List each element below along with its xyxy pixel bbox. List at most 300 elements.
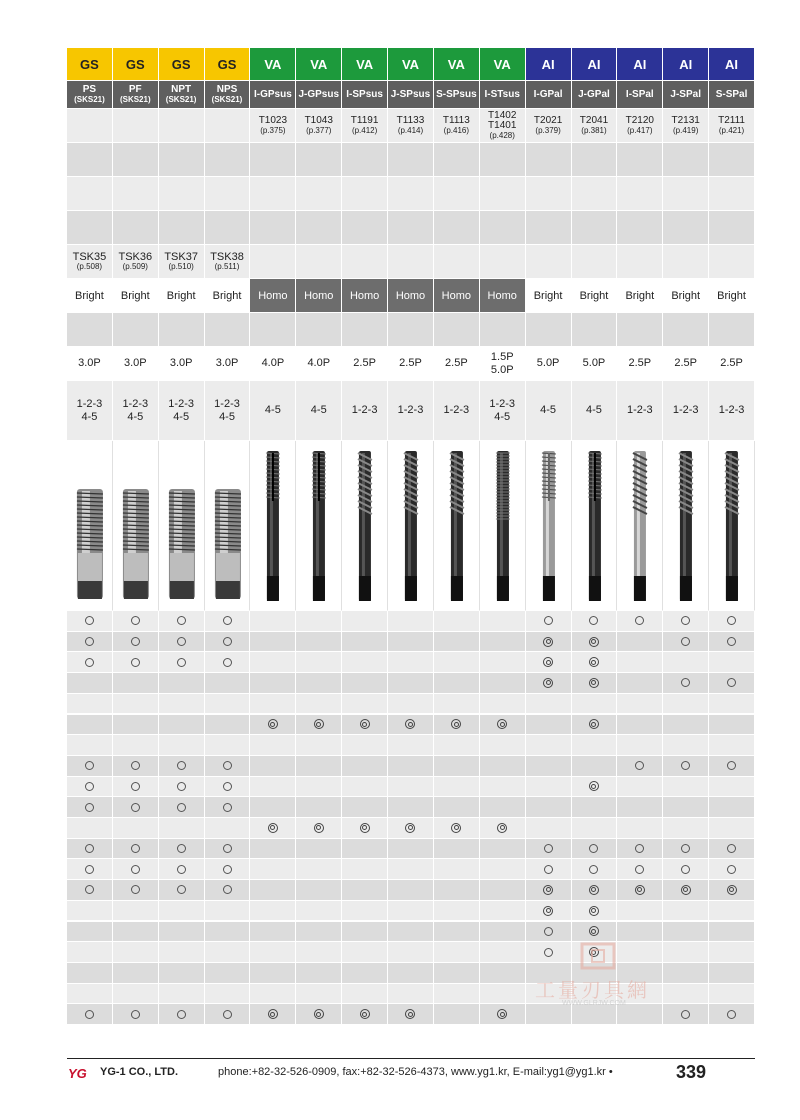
- material-cell: [205, 922, 251, 943]
- group-label: AI: [587, 56, 601, 72]
- tsk-code-cell: [113, 245, 159, 279]
- material-cell: [67, 694, 113, 715]
- material-cell: [388, 632, 434, 653]
- circle-icon: [589, 865, 598, 874]
- material-cell: [388, 777, 434, 798]
- material-cell: [617, 715, 663, 736]
- product-code-cell: [205, 109, 251, 143]
- catalog-page-ref: (p.511): [214, 261, 240, 271]
- double-circle-icon: [589, 781, 599, 791]
- material-cell: [709, 859, 755, 880]
- group-label: GS: [125, 56, 145, 72]
- material-cell: [480, 859, 526, 880]
- material-cell: [526, 632, 572, 653]
- material-cell: [709, 777, 755, 798]
- circle-icon: [177, 637, 186, 646]
- pitch-value: 4.0P: [261, 357, 285, 369]
- group-header-gs: [205, 48, 251, 81]
- pitch-value: 2.5P: [445, 357, 468, 369]
- blank-cell: [572, 177, 618, 211]
- tsk-code: TSK35: [72, 250, 107, 263]
- finish-cell: [526, 279, 572, 313]
- tap-image-cell: [296, 441, 342, 611]
- type-name: J-GPsus: [298, 88, 340, 100]
- circle-icon: [223, 637, 232, 646]
- material-cell: [113, 942, 159, 963]
- blank-cell: [480, 143, 526, 177]
- finish-label: Homo: [441, 289, 472, 302]
- circle-icon: [177, 803, 186, 812]
- material-cell: [113, 859, 159, 880]
- hole-value: 4-5: [173, 410, 190, 423]
- finish-cell: [296, 279, 342, 313]
- circle-icon: [223, 761, 232, 770]
- product-code: T2021: [533, 114, 563, 126]
- material-cell: [113, 963, 159, 984]
- circle-icon: [85, 782, 94, 791]
- material-cell: [434, 777, 480, 798]
- circle-icon: [131, 637, 140, 646]
- material-cell: [67, 797, 113, 818]
- material-cell: [617, 839, 663, 860]
- material-cell: [480, 818, 526, 839]
- tap-image-cell: [572, 441, 618, 611]
- tap-icon: [296, 441, 342, 611]
- tsk-code-cell: [480, 245, 526, 279]
- material-cell: [434, 880, 480, 901]
- type-header: [526, 81, 572, 109]
- circle-icon: [681, 844, 690, 853]
- material-cell: [296, 963, 342, 984]
- material-cell: [526, 652, 572, 673]
- blank-cell: [342, 313, 388, 347]
- material-cell: [388, 839, 434, 860]
- material-cell: [342, 818, 388, 839]
- hole-value: 1-2-3: [626, 404, 653, 416]
- circle-icon: [635, 865, 644, 874]
- catalog-page-ref: (p.412): [351, 125, 378, 135]
- pitch-value: 2.5P: [628, 357, 652, 369]
- material-cell: [342, 777, 388, 798]
- pitch-cell: [205, 347, 251, 381]
- material-cell: [572, 797, 618, 818]
- material-cell: [663, 673, 709, 694]
- material-cell: [159, 694, 205, 715]
- hole-value: 1-2-3: [168, 397, 194, 410]
- material-cell: [342, 922, 388, 943]
- tap-icon: [617, 441, 663, 611]
- material-cell: [250, 859, 296, 880]
- finish-cell: [342, 279, 388, 313]
- hole-cell: [250, 381, 296, 441]
- material-cell: [663, 963, 709, 984]
- material-cell: [159, 652, 205, 673]
- material-cell: [388, 942, 434, 963]
- type-name: NPT: [171, 83, 192, 95]
- double-circle-icon: [314, 1009, 324, 1019]
- blank-cell: [617, 313, 663, 347]
- type-header: [663, 81, 709, 109]
- material-cell: [526, 901, 572, 922]
- material-cell: [434, 652, 480, 673]
- type-name: J-GPal: [578, 88, 610, 100]
- hole-value: 4-5: [540, 404, 557, 416]
- material-cell: [709, 839, 755, 860]
- type-header: [113, 81, 159, 109]
- circle-icon: [681, 865, 690, 874]
- material-cell: [205, 673, 251, 694]
- product-code-cell: [342, 109, 388, 143]
- finish-cell: [709, 279, 755, 313]
- tsk-code: TSK38: [210, 250, 244, 263]
- material-cell: [159, 818, 205, 839]
- material-cell: [205, 756, 251, 777]
- tap-image-cell: [480, 441, 526, 611]
- material-cell: [480, 797, 526, 818]
- material-cell: [526, 735, 572, 756]
- material-cell: [67, 652, 113, 673]
- material-cell: [205, 839, 251, 860]
- material-cell: [250, 922, 296, 943]
- type-name: S-SPal: [715, 88, 748, 100]
- catalog-page-ref: (p.377): [306, 125, 332, 135]
- circle-icon: [85, 803, 94, 812]
- blank-cell: [388, 313, 434, 347]
- material-cell: [388, 901, 434, 922]
- material-cell: [617, 777, 663, 798]
- material-cell: [434, 735, 480, 756]
- material-cell: [480, 652, 526, 673]
- blank-cell: [250, 143, 296, 177]
- circle-icon: [131, 658, 140, 667]
- circle-icon: [681, 637, 690, 646]
- material-cell: [205, 694, 251, 715]
- material-cell: [113, 777, 159, 798]
- blank-cell: [67, 177, 113, 211]
- material-cell: [434, 1004, 480, 1025]
- material-cell: [388, 818, 434, 839]
- finish-label: Bright: [717, 289, 746, 302]
- double-circle-icon: [589, 678, 599, 688]
- hole-cell: [617, 381, 663, 441]
- product-code: T1191: [350, 114, 379, 126]
- circle-icon: [681, 678, 690, 687]
- blank-cell: [388, 211, 434, 245]
- hole-cell: [159, 381, 205, 441]
- material-cell: [296, 611, 342, 632]
- finish-cell: [617, 279, 663, 313]
- double-circle-icon: [405, 1009, 415, 1019]
- pitch-value: 2.5P: [720, 357, 743, 369]
- material-cell: [526, 756, 572, 777]
- material-cell: [342, 984, 388, 1005]
- material-cell: [159, 756, 205, 777]
- finish-label: Homo: [258, 289, 288, 302]
- type-standard: (SKS21): [211, 94, 243, 104]
- type-header: [480, 81, 526, 109]
- material-cell: [342, 673, 388, 694]
- circle-icon: [544, 844, 553, 853]
- catalog-page-ref: (p.508): [76, 261, 103, 271]
- type-name: PS: [82, 83, 97, 95]
- material-cell: [205, 880, 251, 901]
- hole-cell: [388, 381, 434, 441]
- catalog-page-ref: (p.419): [673, 125, 699, 135]
- material-cell: [480, 756, 526, 777]
- material-cell: [663, 880, 709, 901]
- watermark-chinese-text: 工量刃具網: [535, 978, 650, 1002]
- blank-cell: [296, 177, 342, 211]
- material-cell: [250, 818, 296, 839]
- tap-image-cell: [113, 441, 159, 611]
- material-cell: [663, 777, 709, 798]
- blank-cell: [296, 313, 342, 347]
- double-circle-icon: [497, 719, 507, 729]
- material-cell: [159, 611, 205, 632]
- blank-cell: [663, 211, 709, 245]
- company-name: YG-1 CO., LTD.: [100, 1066, 179, 1078]
- finish-label: Bright: [671, 289, 701, 302]
- double-circle-icon: [497, 823, 507, 833]
- blank-cell: [67, 211, 113, 245]
- circle-icon: [544, 616, 553, 625]
- tsk-code-cell: [296, 245, 342, 279]
- group-header-ai: [663, 48, 709, 81]
- type-header: [617, 81, 663, 109]
- material-cell: [572, 756, 618, 777]
- finish-label: Bright: [579, 289, 609, 302]
- material-cell: [709, 611, 755, 632]
- circle-icon: [131, 782, 140, 791]
- material-cell: [434, 694, 480, 715]
- group-header-va: [296, 48, 342, 81]
- product-code-cell: [709, 109, 755, 143]
- material-cell: [113, 880, 159, 901]
- material-cell: [388, 756, 434, 777]
- material-cell: [159, 797, 205, 818]
- tsk-code-cell: [342, 245, 388, 279]
- finish-label: Bright: [166, 289, 196, 302]
- circle-icon: [85, 1010, 94, 1019]
- hole-value: 1-2-3: [718, 404, 745, 416]
- group-label: AI: [541, 56, 555, 72]
- material-cell: [663, 715, 709, 736]
- pitch-cell: [480, 347, 526, 381]
- material-cell: [709, 694, 755, 715]
- material-cell: [617, 756, 663, 777]
- group-header-va: [480, 48, 526, 81]
- material-cell: [663, 859, 709, 880]
- material-cell: [205, 859, 251, 880]
- material-cell: [434, 756, 480, 777]
- material-cell: [572, 694, 618, 715]
- material-cell: [159, 777, 205, 798]
- tap-icon: [342, 441, 388, 611]
- circle-icon: [85, 761, 94, 770]
- circle-icon: [223, 616, 232, 625]
- material-cell: [709, 652, 755, 673]
- group-label: AI: [679, 56, 693, 72]
- blank-cell: [480, 177, 526, 211]
- double-circle-icon: [543, 637, 553, 647]
- circle-icon: [589, 844, 598, 853]
- double-circle-icon: [451, 823, 461, 833]
- material-cell: [250, 839, 296, 860]
- material-cell: [526, 859, 572, 880]
- material-cell: [159, 880, 205, 901]
- type-header: [250, 81, 296, 109]
- type-name: I-SPsus: [346, 88, 383, 100]
- tap-image-cell: [67, 441, 113, 611]
- double-circle-icon: [497, 1009, 507, 1019]
- tsk-code-cell: [159, 245, 205, 279]
- tsk-code: TSK36: [118, 250, 153, 263]
- product-code: T1043: [304, 114, 333, 126]
- blank-cell: [572, 313, 618, 347]
- group-header-gs: [159, 48, 205, 81]
- group-header-gs: [67, 48, 113, 81]
- product-code: T1402: [488, 109, 517, 121]
- circle-icon: [177, 1010, 186, 1019]
- material-cell: [709, 756, 755, 777]
- material-cell: [388, 984, 434, 1005]
- type-name: I-GPsus: [253, 88, 292, 100]
- group-header-ai: [617, 48, 663, 81]
- blank-cell: [113, 313, 159, 347]
- circle-icon: [131, 1010, 140, 1019]
- blank-cell: [388, 177, 434, 211]
- material-cell: [480, 1004, 526, 1025]
- circle-icon: [177, 844, 186, 853]
- type-name: I-GPal: [533, 88, 563, 100]
- material-cell: [250, 942, 296, 963]
- group-label: GS: [171, 56, 191, 72]
- group-header-va: [388, 48, 434, 81]
- footer-rule: [67, 1058, 755, 1059]
- blank-cell: [205, 177, 251, 211]
- material-cell: [342, 901, 388, 922]
- tap-icon: [67, 441, 113, 611]
- material-cell: [480, 777, 526, 798]
- product-code: T2041: [579, 114, 609, 126]
- blank-cell: [159, 143, 205, 177]
- group-label: VA: [493, 56, 511, 72]
- material-cell: [480, 735, 526, 756]
- pitch-cell: [572, 347, 618, 381]
- material-cell: [342, 735, 388, 756]
- material-cell: [617, 735, 663, 756]
- material-cell: [663, 818, 709, 839]
- group-label: VA: [310, 56, 328, 72]
- pitch-cell: [250, 347, 296, 381]
- material-cell: [67, 632, 113, 653]
- tap-image-cell: [617, 441, 663, 611]
- tsk-code-cell: [572, 245, 618, 279]
- page-number: 339: [676, 1062, 707, 1082]
- finish-cell: [67, 279, 113, 313]
- finish-cell: [113, 279, 159, 313]
- finish-label: Bright: [120, 289, 150, 302]
- tap-icon: [250, 441, 296, 611]
- circle-icon: [85, 844, 94, 853]
- hole-value: 1-2-3: [214, 397, 240, 410]
- product-code-cell: [663, 109, 709, 143]
- group-header-ai: [572, 48, 618, 81]
- material-cell: [113, 797, 159, 818]
- blank-cell: [388, 143, 434, 177]
- material-cell: [617, 859, 663, 880]
- material-cell: [617, 818, 663, 839]
- circle-icon: [177, 658, 186, 667]
- double-circle-icon: [268, 823, 278, 833]
- material-cell: [526, 715, 572, 736]
- material-cell: [67, 777, 113, 798]
- material-cell: [113, 694, 159, 715]
- material-cell: [250, 963, 296, 984]
- material-cell: [572, 735, 618, 756]
- material-cell: [296, 859, 342, 880]
- product-code: T1401: [488, 119, 517, 131]
- tap-image-cell: [205, 441, 251, 611]
- material-cell: [296, 715, 342, 736]
- group-label: VA: [447, 56, 465, 72]
- pitch-cell: [296, 347, 342, 381]
- material-cell: [67, 942, 113, 963]
- material-cell: [663, 652, 709, 673]
- blank-cell: [709, 143, 755, 177]
- finish-cell: [434, 279, 480, 313]
- type-header: [205, 81, 251, 109]
- material-cell: [480, 942, 526, 963]
- material-cell: [434, 839, 480, 860]
- tsk-code-cell: [663, 245, 709, 279]
- finish-label: Bright: [533, 289, 563, 302]
- material-cell: [388, 652, 434, 673]
- double-circle-icon: [268, 1009, 278, 1019]
- material-cell: [709, 880, 755, 901]
- material-cell: [159, 901, 205, 922]
- hole-value: 4-5: [81, 410, 98, 423]
- material-cell: [572, 632, 618, 653]
- watermark-logo-icon: [578, 940, 618, 972]
- tsk-code-cell: [709, 245, 755, 279]
- material-cell: [113, 756, 159, 777]
- material-cell: [617, 880, 663, 901]
- material-cell: [113, 901, 159, 922]
- material-cell: [67, 963, 113, 984]
- finish-cell: [250, 279, 296, 313]
- type-header: [67, 81, 113, 109]
- material-cell: [296, 632, 342, 653]
- material-cell: [709, 963, 755, 984]
- catalog-page-ref: (p.381): [581, 125, 607, 135]
- finish-cell: [205, 279, 251, 313]
- tap-image-cell: [709, 441, 755, 611]
- blank-cell: [342, 143, 388, 177]
- finish-label: Homo: [487, 289, 517, 302]
- hole-value: 4-5: [310, 404, 327, 416]
- blank-cell: [572, 211, 618, 245]
- pitch-value: 1.5P: [490, 350, 514, 363]
- material-cell: [342, 963, 388, 984]
- group-label: AI: [633, 56, 647, 72]
- hole-cell: [480, 381, 526, 441]
- material-cell: [709, 1004, 755, 1025]
- pitch-value: 4.0P: [307, 357, 331, 369]
- circle-icon: [681, 1010, 690, 1019]
- material-cell: [205, 984, 251, 1005]
- pitch-value: 2.5P: [674, 357, 698, 369]
